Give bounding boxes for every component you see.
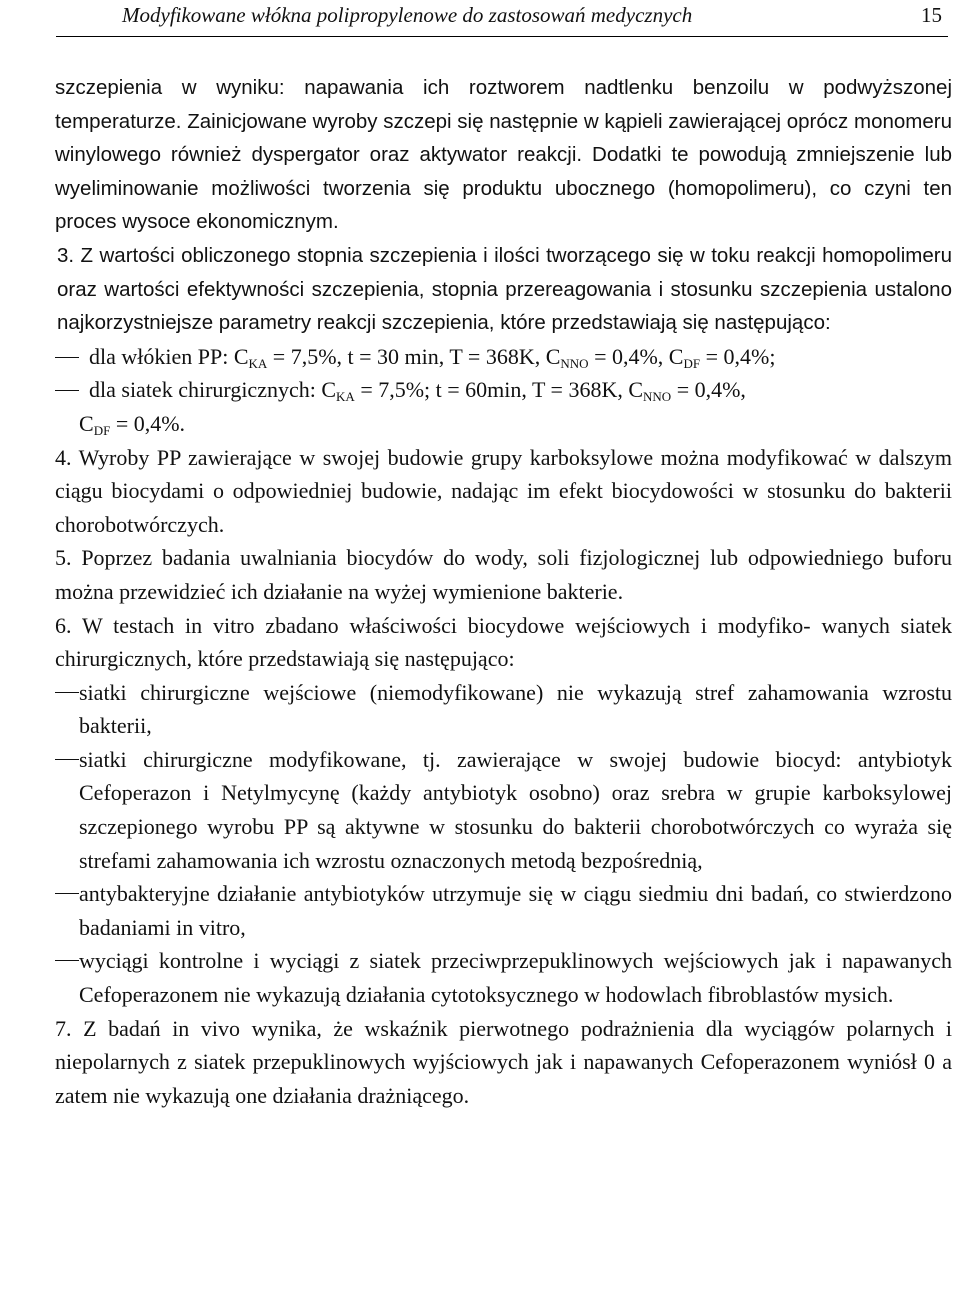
param-line-fibres	[55, 340, 952, 374]
list-item-7	[55, 1012, 952, 1113]
dash-bullet	[55, 960, 79, 961]
bullet-text: siatki chirurgiczne modyfikowane, tj. zawierające w swojej budowie biocyd: antybiotyk Cefoperazon i Netylmycynę (każdy antybiotyk osobno) oraz srebra w grupie karboksylowej szczepionego wyrobu PP są aktywne w stosunku do bakterii chorobotwórczych co wyraża się strefami zahamowania ich wzrostu oznaczonych metodą bezpośrednią,	[79, 746, 952, 873]
param-text: = 0,4%;	[700, 343, 776, 369]
list-item-4	[55, 441, 952, 542]
dash-bullet	[55, 390, 79, 391]
dash-bullet	[55, 692, 79, 693]
bullet-3	[55, 877, 952, 944]
item-3-number: 3.	[57, 243, 75, 267]
param-text: = 0,4%.	[110, 410, 186, 436]
bullet-text: wyciągi kontrolne i wyciągi z siatek przeciwprzepuklinowych wejściowych jak i napawanych Cefoperazonem nie wykazują działania cytotoksycznego w hodowlach fibroblastów mysich.	[79, 948, 952, 1008]
item-7-number: 7.	[55, 1015, 72, 1041]
bullet-text: siatki chirurgiczne wejściowe (niemodyfikowane) nie wykazują stref zahamowania wzrostu bakterii,	[79, 679, 952, 739]
dash-bullet	[55, 357, 79, 358]
list-item-3	[55, 239, 952, 340]
page-number: 15	[921, 3, 942, 27]
dash-bullet	[55, 893, 79, 894]
item-5-number: 5.	[55, 545, 72, 571]
param-text: C	[79, 410, 94, 436]
subscript: KA	[248, 355, 268, 371]
subscript: NNO	[643, 389, 672, 405]
param-text: = 7,5%, t = 30 min, T = 368K, C	[267, 343, 561, 369]
bullet-text: antybakteryjne działanie antybiotyków utrzymuje się w ciągu siedmiu dni badań, co stwierdzono badaniami in vitro,	[79, 881, 952, 940]
bullet-4	[55, 944, 952, 1011]
subscript: DF	[683, 355, 701, 371]
item-4-body: Wyroby PP zawierające w swojej budowie grupy karboksylowe można modyfikować w dalszym ciągu biocydami o odpowiedniej budowie, nadając im efekt biocydowości w stosunku do bakterii chorobotwórczych.	[55, 444, 952, 537]
item-6-number: 6.	[55, 612, 72, 638]
item-3-text	[57, 239, 952, 340]
bullet-1	[55, 676, 952, 743]
param-text: dla włókien PP: C	[89, 343, 249, 369]
param-text: = 0,4%, C	[588, 343, 684, 369]
param-text: dla siatek chirurgicznych: C	[89, 377, 337, 403]
item-5-body: Poprzez badania uwalniania biocydów do wody, soli fizjologicznej lub odpowiedniego buforu można przewidzieć ich działanie na wyżej wymienione bakterie.	[55, 545, 952, 604]
item-3-body: Z wartości obliczonego stopnia szczepienia i ilości tworzącego się w toku reakcji homopolimeru oraz wartości efektywności szczepienia, stopnia przereagowania i stosunku szczepienia ustalono najkorzystniejsze parametry reakcji szczepienia, które przedstawiają się następująco:	[57, 243, 952, 335]
item-4-number: 4.	[55, 444, 72, 470]
list-item-6	[55, 609, 952, 676]
list-item-5	[55, 541, 952, 608]
param-line-meshes	[55, 373, 952, 440]
running-header	[56, 0, 948, 37]
dash-bullet	[55, 759, 79, 760]
item-7-body: Z badań in vivo wynika, że wskaźnik pierwotnego podrażnienia dla wyciągów polarnych i niepolarnych z siatek przepuklinowych wyjściowych jak i napawanych Cefoperazonem wyniósł 0 a zatem nie wykazują one działania drażniącego.	[55, 1015, 953, 1108]
header-title: Modyfikowane włókna polipropylenowe do zastosowań medycznych	[122, 3, 693, 27]
bullet-2	[55, 743, 952, 877]
param-text: = 0,4%,	[671, 377, 746, 403]
item-6-body: W testach in vitro zbadano właściwości biocydowe wejściowych i modyfiko- wanych siatek chirurgicznych, które przedstawiają się następująco:	[55, 612, 953, 672]
subscript: NNO	[560, 355, 589, 371]
body-text	[55, 71, 952, 1112]
subscript: KA	[336, 389, 355, 405]
param-text: = 7,5%; t = 60min, T = 368K, C	[354, 377, 644, 403]
subscript: DF	[93, 422, 111, 438]
intro-paragraph: szczepienia w wyniku: napawania ich roztworem nadtlenku benzoilu w podwyższonej temperaturze. Zainicjowane wyroby szczepi się następnie w kąpieli zawierającej oprócz monomeru winylowego również dyspergator oraz aktywator reakcji. Dodatki te powodują zmniejszenie lub wyeliminowanie możliwości tworzenia się produktu ubocznego (homopolimeru), co czyni ten proces wysoce ekonomicznym.	[55, 76, 952, 234]
